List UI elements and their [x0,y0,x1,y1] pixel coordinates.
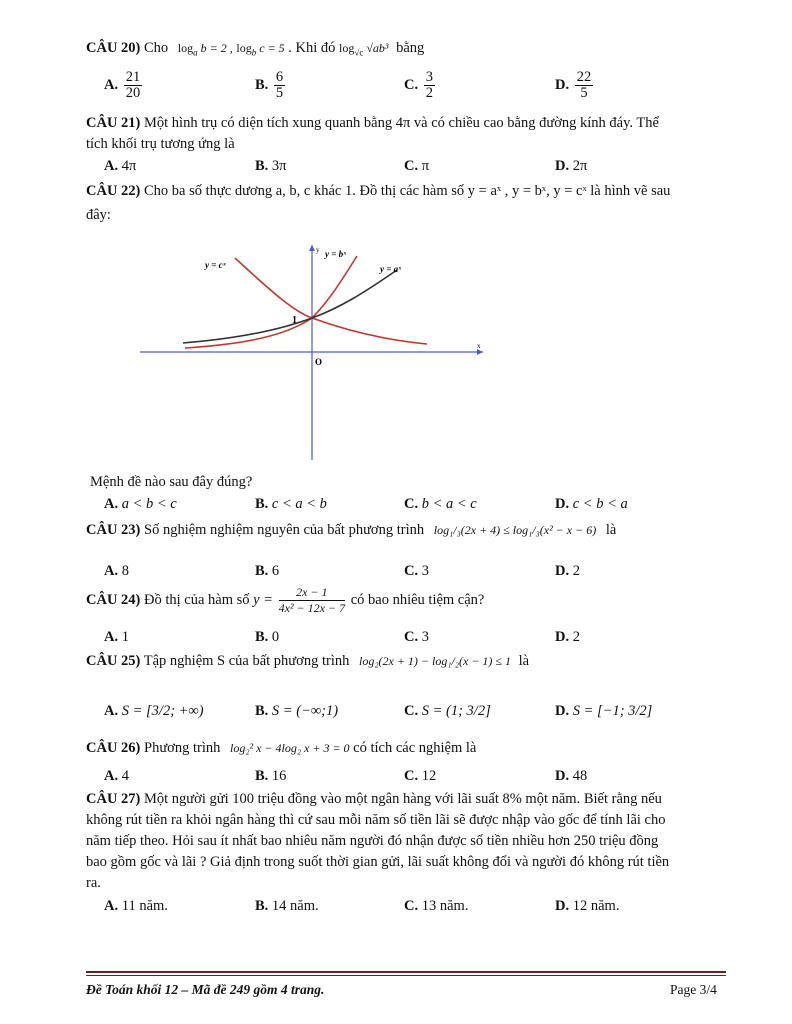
given-base: b [251,47,257,58]
option-text: 3 [421,563,429,579]
option-text: 8 [121,563,129,579]
expr-log: log [339,41,355,55]
option-text: S = (−∞;1) [271,703,339,719]
option-label: A. [104,158,119,174]
q27-option-c[interactable] [404,898,468,915]
question-label: CÂU 23) [86,522,141,538]
label-x: x [477,342,481,350]
option-text: 11 năm. [121,898,168,914]
q23-stem [86,522,616,539]
question-label: CÂU 22) [86,183,141,199]
q20-option-c[interactable] [404,70,437,101]
label-c: y = cˣ [205,260,226,270]
inequality: log₂(2x + 1) − log₁/₂(x − 1) ≤ 1 [358,654,512,668]
q22-stem-line1 [86,183,670,200]
given-log: log [177,41,194,55]
option-text: S = [3/2; +∞) [121,703,204,719]
option-text: 3 [421,629,429,645]
q25-stem [86,653,529,670]
option-label: B. [255,898,269,914]
stem-text: Một người gửi 100 triệu đồng vào một ngân hàng với lãi suất 8% một năm. Biết rằng nếu [144,791,662,807]
question-label: CÂU 25) [86,653,141,669]
inequality: log₁/₃(2x + 4) ≤ log₁/₃(x² − x − 6) [433,523,597,537]
stem-text: có bao nhiêu tiệm cận? [350,591,485,608]
footer-title: Đề Toán khối 12 – Mã đề 249 gồm 4 trang. [86,982,325,997]
option-label: D. [555,496,570,512]
option-label: B. [255,563,269,579]
option-text: 48 [572,768,588,784]
q22-option-a[interactable] [104,496,177,513]
option-text: 12 năm. [572,898,620,914]
q25-option-d[interactable] [555,703,652,720]
option-label: C. [404,898,419,914]
q20-option-d[interactable] [555,70,595,101]
option-label: A. [104,496,119,512]
q21-option-a[interactable] [104,158,136,175]
denominator: 5 [275,85,284,101]
label-y: y [316,246,320,254]
q23-option-c[interactable] [404,563,429,580]
option-text: 16 [271,768,287,784]
stem-text: Phương trình [144,740,221,756]
option-text: c < a < b [271,496,327,512]
option-text: 0 [271,629,280,645]
option-text: π [421,158,430,174]
option-label: D. [555,629,570,645]
numerator: 22 [576,69,592,85]
q25-option-a[interactable] [104,703,204,720]
q23-option-d[interactable] [555,563,580,580]
stem-text: Cho ba số thực dương a, b, c khác 1. Đồ thị các hàm số y = aˣ , y = bˣ, y = cˣ là hình vẽ sau [144,183,671,199]
option-label: C. [404,703,419,719]
q26-option-c[interactable] [404,768,436,785]
q20-stem [86,40,424,57]
option-text: S = [−1; 3/2] [572,703,653,719]
q21-option-b[interactable] [255,158,287,175]
question-label: CÂU 21) [86,115,141,131]
given-rest: c = 5 [259,41,285,55]
option-text: 2 [572,629,580,645]
given-rest: b = 2 , [200,41,233,55]
option-label: B. [255,76,269,93]
q25-option-c[interactable] [404,703,491,720]
stem-text: Tập nghiệm S của bất phương trình [143,653,350,669]
option-text: 14 năm. [271,898,319,914]
option-text: 1 [121,629,129,645]
option-label: A. [104,563,119,579]
option-label: C. [404,158,419,174]
y-arrow [309,245,315,251]
q22-option-b[interactable] [255,496,327,513]
stem-text: Cho [144,40,169,56]
option-text: 4π [121,158,137,174]
option-label: C. [404,496,419,512]
stem-text: bằng [396,40,425,56]
label-origin: O [315,357,323,367]
q24-option-d[interactable] [555,629,580,646]
stem-text: có tích các nghiệm là [353,740,477,756]
denominator: 4x² − 12x − 7 [278,601,346,615]
option-label: B. [255,629,269,645]
q22-option-c[interactable] [404,496,477,513]
function-lhs: y = [253,591,273,608]
option-label: A. [104,629,119,645]
q22-option-d[interactable] [555,496,628,513]
q24-option-b[interactable] [255,629,279,646]
option-text: c < b < a [572,496,628,512]
option-label: C. [404,629,419,645]
q22-stem-line2: đây: [86,207,111,223]
question-label: CÂU 27) [86,791,141,807]
q24-option-a[interactable] [104,629,129,646]
stem-text: Đồ thị của hàm số [144,591,250,608]
option-text: 2 [572,563,580,579]
option-label: D. [555,76,570,93]
q24-stem [86,585,484,616]
exponential-graph [135,240,495,465]
q21-stem-line1 [86,115,659,132]
option-label: A. [104,703,119,719]
option-label: D. [555,768,570,784]
option-label: C. [404,563,419,579]
option-label: C. [404,76,419,93]
option-text: 12 [421,768,437,784]
q20-option-b[interactable] [255,70,287,101]
q25-option-b[interactable] [255,703,338,720]
option-label: C. [404,768,419,784]
option-label: A. [104,768,119,784]
option-text: 13 năm. [421,898,469,914]
page-number: Page 3/4 [670,982,717,997]
stem-text: là [605,522,617,538]
q27-stem-line2: không rút tiền ra khỏi ngân hàng thì cứ sau mỗi năm số tiền lãi sẽ được nhập vào gốc để tính lãi cho [86,812,666,828]
q22-question: Mệnh đề nào sau đây đúng? [90,474,253,490]
option-label: B. [255,158,269,174]
option-text: b < a < c [421,496,477,512]
question-label: CÂU 24) [86,591,141,608]
stem-text: . Khi đó [288,40,336,56]
equation: log₂² x − 4log₂ x + 3 = 0 [229,741,350,755]
q21-stem-line2: tích khối trụ tương ứng là [86,136,235,152]
q26-option-d[interactable] [555,768,587,785]
denominator: 20 [125,85,141,101]
option-label: D. [555,158,570,174]
q21-option-d[interactable] [555,158,587,175]
q27-stem-line3: năm tiếp theo. Hỏi sau ít nhất bao nhiêu năm người đó nhận được số tiền nhiều hơn 250 triệu đồng [86,833,659,849]
option-text: 6 [271,563,280,579]
option-label: B. [255,703,269,719]
stem-text: Một hình trụ có diện tích xung quanh bằng 4π và có chiều cao bằng đường kính đáy. Thể [144,115,659,131]
numerator: 6 [275,69,284,85]
numerator: 3 [425,69,433,85]
numerator: 2x − 1 [279,585,345,601]
option-label: A. [104,76,119,93]
numerator: 21 [125,69,141,85]
label-b: y = bˣ [325,249,347,259]
option-label: A. [104,898,119,914]
q23-option-a[interactable] [104,563,129,580]
q26-option-a[interactable] [104,768,129,785]
q27-stem-line5: ra. [86,875,101,891]
q27-stem-line1 [86,791,662,808]
denominator: 2 [425,85,433,101]
footer-rule [86,971,726,973]
option-text: 3π [271,158,287,174]
q24-option-c[interactable] [404,629,429,646]
option-label: D. [555,703,570,719]
option-label: B. [255,496,269,512]
question-label: CÂU 26) [86,740,141,756]
footer-rule [86,975,726,976]
denominator: 5 [580,85,588,101]
option-label: D. [555,563,570,579]
option-label: D. [555,898,570,914]
option-text: S = (1; 3/2] [421,703,491,719]
given-log: log [236,41,252,55]
q21-option-c[interactable] [404,158,429,175]
stem-text: Số nghiệm nghiệm nguyên của bất phương trình [144,522,425,538]
option-text: 2π [572,158,588,174]
label-one: 1 [292,315,297,326]
expr-base: √c [354,47,364,58]
question-label: CÂU 20) [86,40,141,56]
option-label: B. [255,768,269,784]
given-base: a [193,47,198,58]
q23-option-b[interactable] [255,563,279,580]
q27-stem-line4: bao gồm gốc và lãi ? Giả định trong suốt thời gian gửi, lãi suất không đổi và người đó không rút tiền [86,854,670,870]
q20-option-a[interactable] [104,70,144,101]
label-a: y = aˣ [380,264,402,274]
q26-option-b[interactable] [255,768,286,785]
q27-option-d[interactable] [555,898,619,915]
stem-text: là [518,653,530,669]
q26-stem [86,740,476,757]
option-text: a < b < c [121,496,177,512]
q27-option-b[interactable] [255,898,319,915]
option-text: 4 [121,768,129,784]
q27-option-a[interactable] [104,898,168,915]
expr-arg: √ab³ [366,41,389,55]
